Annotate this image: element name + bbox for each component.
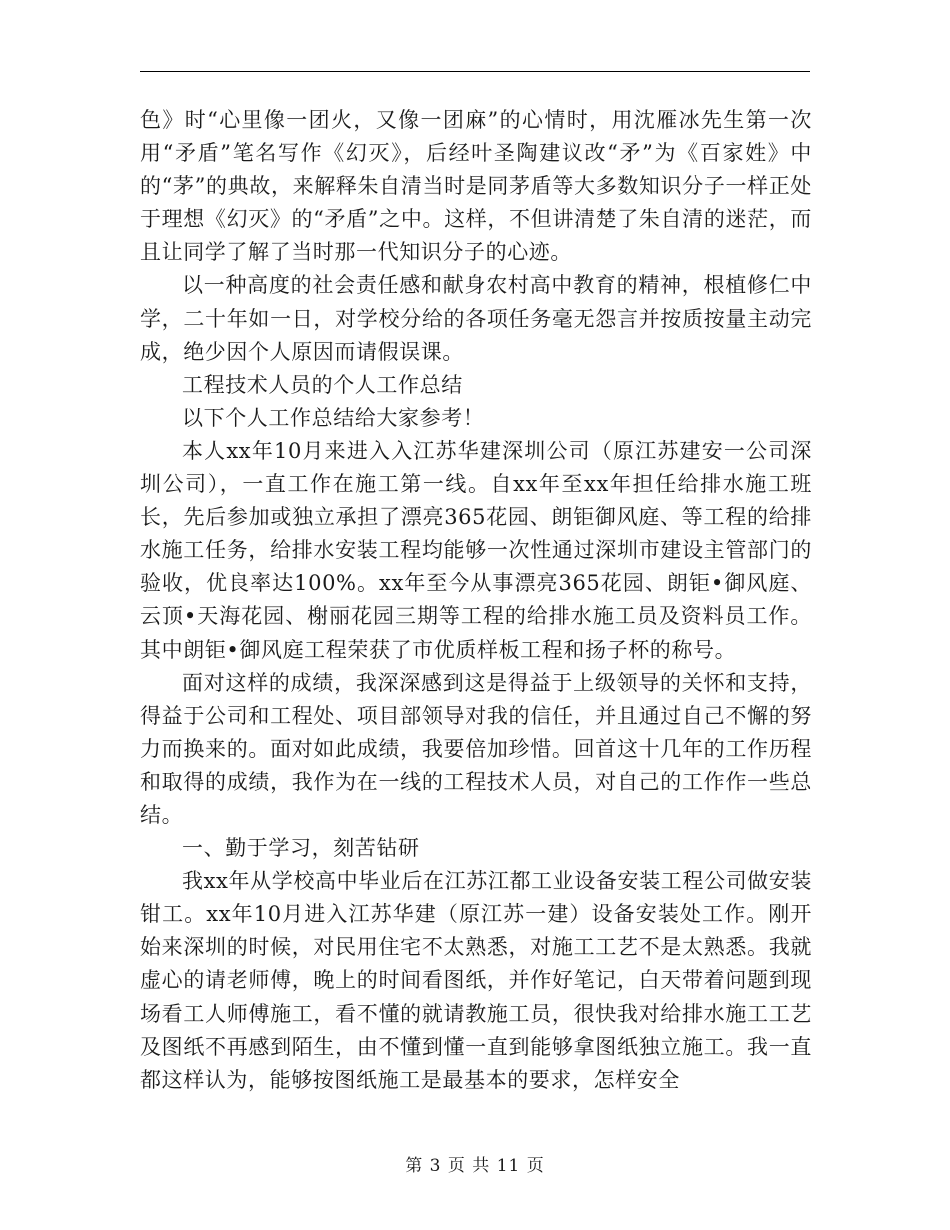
section-heading-study: 一、勤于学习，刻苦钻研 (182, 836, 420, 861)
paragraph-2: 以一种高度的社会责任感和献身农村高中教育的精神，根植修仁中学，二十年如一日，对学校分给的各项任务毫无怨言并按质按量主动完成，绝少因个人原因而请假误课。 (140, 273, 812, 364)
paragraph-4: 面对这样的成绩，我深深感到这是得益于上级领导的关怀和支持，得益于公司和工程处、项目部领导对我的信任，并且通过自己不懈的努力而换来的。面对如此成绩，我要倍加珍惜。回首这十几年的工作历程和取得的成绩，我作为在一线的工程技术人员，对自己的工作作一些总结。 (140, 670, 812, 827)
section-heading-title: 工程技术人员的个人工作总结 (182, 372, 463, 397)
document-body (140, 104, 812, 1097)
paragraph-5: 我xx年从学校高中毕业后在江苏江都工业设备安装工程公司做安装钳工。xx年10月进入江苏华建（原江苏一建）设备安装处工作。刚开始来深圳的时候，对民用住宅不太熟悉，对施工工艺不是太熟悉。我就虚心的请老师傅，晚上的时间看图纸，并作好笔记，白天带着问题到现场看工人师傅施工，看不懂的就请教施工员，很快我对给排水施工工艺及图纸不再感到陌生，由不懂到懂一直到能够拿图纸独立施工。我一直都这样认为，能够按图纸施工是最基本的要求，怎样安全 (140, 869, 812, 1092)
paragraph-1: 色》时“心里像一团火，又像一团麻”的心情时，用沈雁冰先生第一次用“矛盾”笔名写作《幻灭》，后经叶圣陶建议改“矛”为《百家姓》中的“茅”的典故，来解释朱自清当时是同茅盾等大多数知识分子一样正处于理想《幻灭》的“矛盾”之中。这样，不但讲清楚了朱自清的迷茫，而且让同学了解了当时那一代知识分子的心迹。 (140, 108, 812, 265)
page-number-footer: 第 3 页 共 11 页 (405, 1156, 545, 1176)
header-rule (140, 71, 810, 72)
paragraph-3: 本人xx年10月来进入入江苏华建深圳公司（原江苏建安一公司深圳公司），一直工作在施工第一线。自xx年至xx年担任给排水施工班长，先后参加或独立承担了漂亮365花园、朗钜御风庭、等工程的给排水施工任务，给排水安装工程均能够一次性通过深圳市建设主管部门的验收，优良率达100%。xx年至今从事漂亮365花园、朗钜•御风庭、云顶•天海花园、榭丽花园三期等工程的给排水施工员及资料员工作。其中朗钜•御风庭工程荣获了市优质样板工程和扬子杯的称号。 (140, 438, 812, 662)
paragraph-intro: 以下个人工作总结给大家参考！ (182, 405, 485, 430)
